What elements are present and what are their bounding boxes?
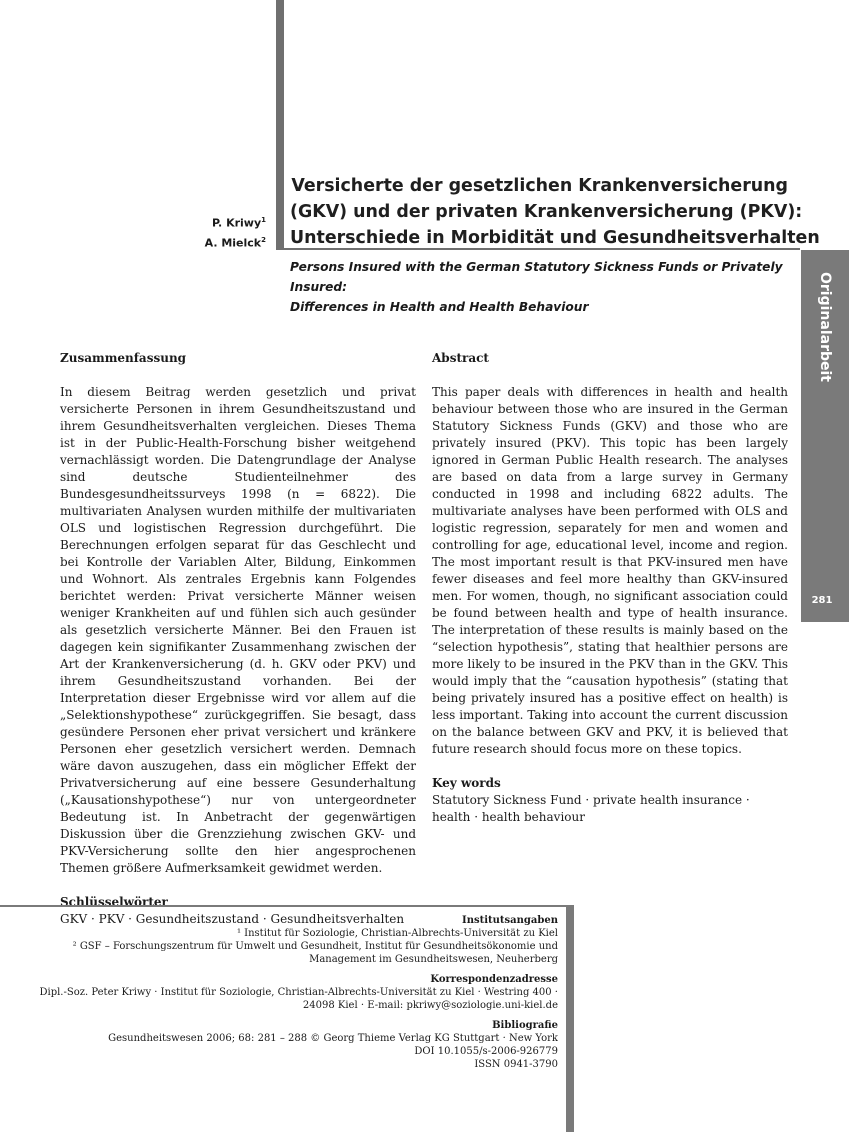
institution-line: ² GSF – Forschungszentrum für Umwelt und Gesundheit, Institut für Gesundheitsökonomie und [72,941,558,952]
bibliography-line: DOI 10.1055/s-2006-926779 [414,1046,558,1057]
abstract-heading: Abstract [432,351,489,365]
title-line: (GKV) und der privaten Krankenversicherung (PKV): [290,202,803,222]
subtitle-line: Persons Insured with the German Statutory Sickness Funds or Privately Insured: [290,260,783,294]
summary-text: In diesem Beitrag werden gesetzlich und privat versicherte Personen in ihrem Gesundheitszustand und ihrem Gesundheitsverhalten vergleichen. Dieses Thema ist in der Public-Health-Forschung bisher weitgehend vernachlässigt worden. Die Datengrundlage der Analyse sind deutsche Studienteilnehmer des Bundesgesundheitssurveys 1998 (n = 6822). Die multivariaten Analysen wurden mithilfe der multivariaten OLS und logistischen Regression durchgeführt. Die Berechnungen erfolgen separat für das Geschlecht und bei Kontrolle der Variablen Alter, Bildung, Einkommen und Wohnort. Als zentrales Ergebnis kann Folgendes berichtet werden: Privat versicherte Männer weisen weniger Krankheiten auf und fühlen sich auch gesünder als gesetzlich versicherte Männer. Bei den Frauen ist dagegen kein signifikanter Zusammenhang zwischen der Art der Krankenversicherung (d. h. GKV oder PKV) und ihrem Gesundheitszustand vorhanden. Bei der Interpretation dieser Ergebnisse wird vor allem auf die „Selektionshypothese“ zurückgegriffen. Sie besagt, dass gesündere Personen eher privat versichert und kränkere Personen eher gesetzlich versichert werden. Demnach wäre davon auszugehen, dass ein möglicher Effekt der Privatversicherung auf eine bessere Gesunderhaltung („Kausationshypothese“) nur von untergeordneter Bedeutung ist. In Anbetracht der gegenwärtigen Diskussion über die Grenzziehung zwischen GKV- und PKV-Versicherung sollte den hier angesprochenen Themen größere Aufmerksamkeit gewidmet werden. [60,385,416,875]
institution-line: Management im Gesundheitswesen, Neuherberg [309,954,558,965]
authors [205,212,266,251]
bibliography-heading: Bibliografie [492,1020,558,1031]
subtitle-line: Differences in Health and Health Behaviour [290,300,589,314]
header-vertical-bar [276,0,284,250]
side-tab [801,250,849,622]
keywords-heading-de: Schlüsselwörter [60,895,168,909]
article-title [290,173,820,251]
correspondence-line: Dipl.-Soz. Peter Kriwy · Institut für Soziologie, Christian-Albrechts-Universität zu Kiel · Westring 400 · [39,987,558,998]
keywords-de: GKV · PKV · Gesundheitszustand · Gesundheitsverhalten [60,912,405,926]
page-number: 281 [811,595,833,606]
english-abstract-column [432,350,788,826]
title-line: Unterschiede in Morbidität und Gesundheitsverhalten [290,228,820,248]
german-summary-column [60,350,416,928]
keywords-en: Statutory Sickness Fund · private health insurance · health · health behaviour [432,793,750,824]
summary-heading: Zusammenfassung [60,351,187,365]
article-type-label: Originalarbeit [817,272,833,382]
correspondence-heading: Korrespondenzadresse [430,974,558,985]
article-info-box [0,905,566,1134]
institution-line: ¹ Institut für Soziologie, Christian-Albrechts-Universität zu Kiel [236,928,558,939]
bibliography-line: Gesundheitswesen 2006; 68: 281 – 288 © Georg Thieme Verlag KG Stuttgart · New York [108,1033,558,1044]
article-subtitle [290,257,790,317]
abstract-text: This paper deals with differences in health and health behaviour between those who are insured in the German Statutory Sickness Funds (GKV) and those who are privately insured (PKV). This topic has been largely ignored in German Public Health research. The analyses are based on data from a large survey in Germany conducted in 1998 and including 6822 adults. The multivariate analyses have been performed with OLS and logistic regression, separately for men and women and controlling for age, educational level, income and region. The most important result is that PKV-insured men have fewer diseases and feel more healthy than GKV-insured men. For women, though, no significant association could be found between health and type of health insurance. The interpretation of these results is mainly based on the “selection hypothesis”, stating that healthier persons are more likely to be insured in the PKV than in the GKV. This would imply that the “causation hypothesis” (stating that being privately insured has a positive effect on health) is less important. Taking into account the current discussion on the balance between GKV and PKV, it is believed that future research should focus more on these topics. [432,385,788,756]
title-line: Versicherte der gesetzlichen Krankenversicherung [291,176,788,196]
institutions-heading: Institutsangaben [462,915,558,926]
correspondence-line: 24098 Kiel · E-mail: pkriwy@soziologie.uni-kiel.de [302,1000,558,1011]
info-box-side-bar [566,905,574,1132]
keywords-heading-en: Key words [432,776,501,790]
author: A. Mielck$^2$ [204,235,266,250]
bibliography-line: ISSN 0941-3790 [474,1059,558,1070]
author: P. Kriwy$^1$ [212,216,266,230]
